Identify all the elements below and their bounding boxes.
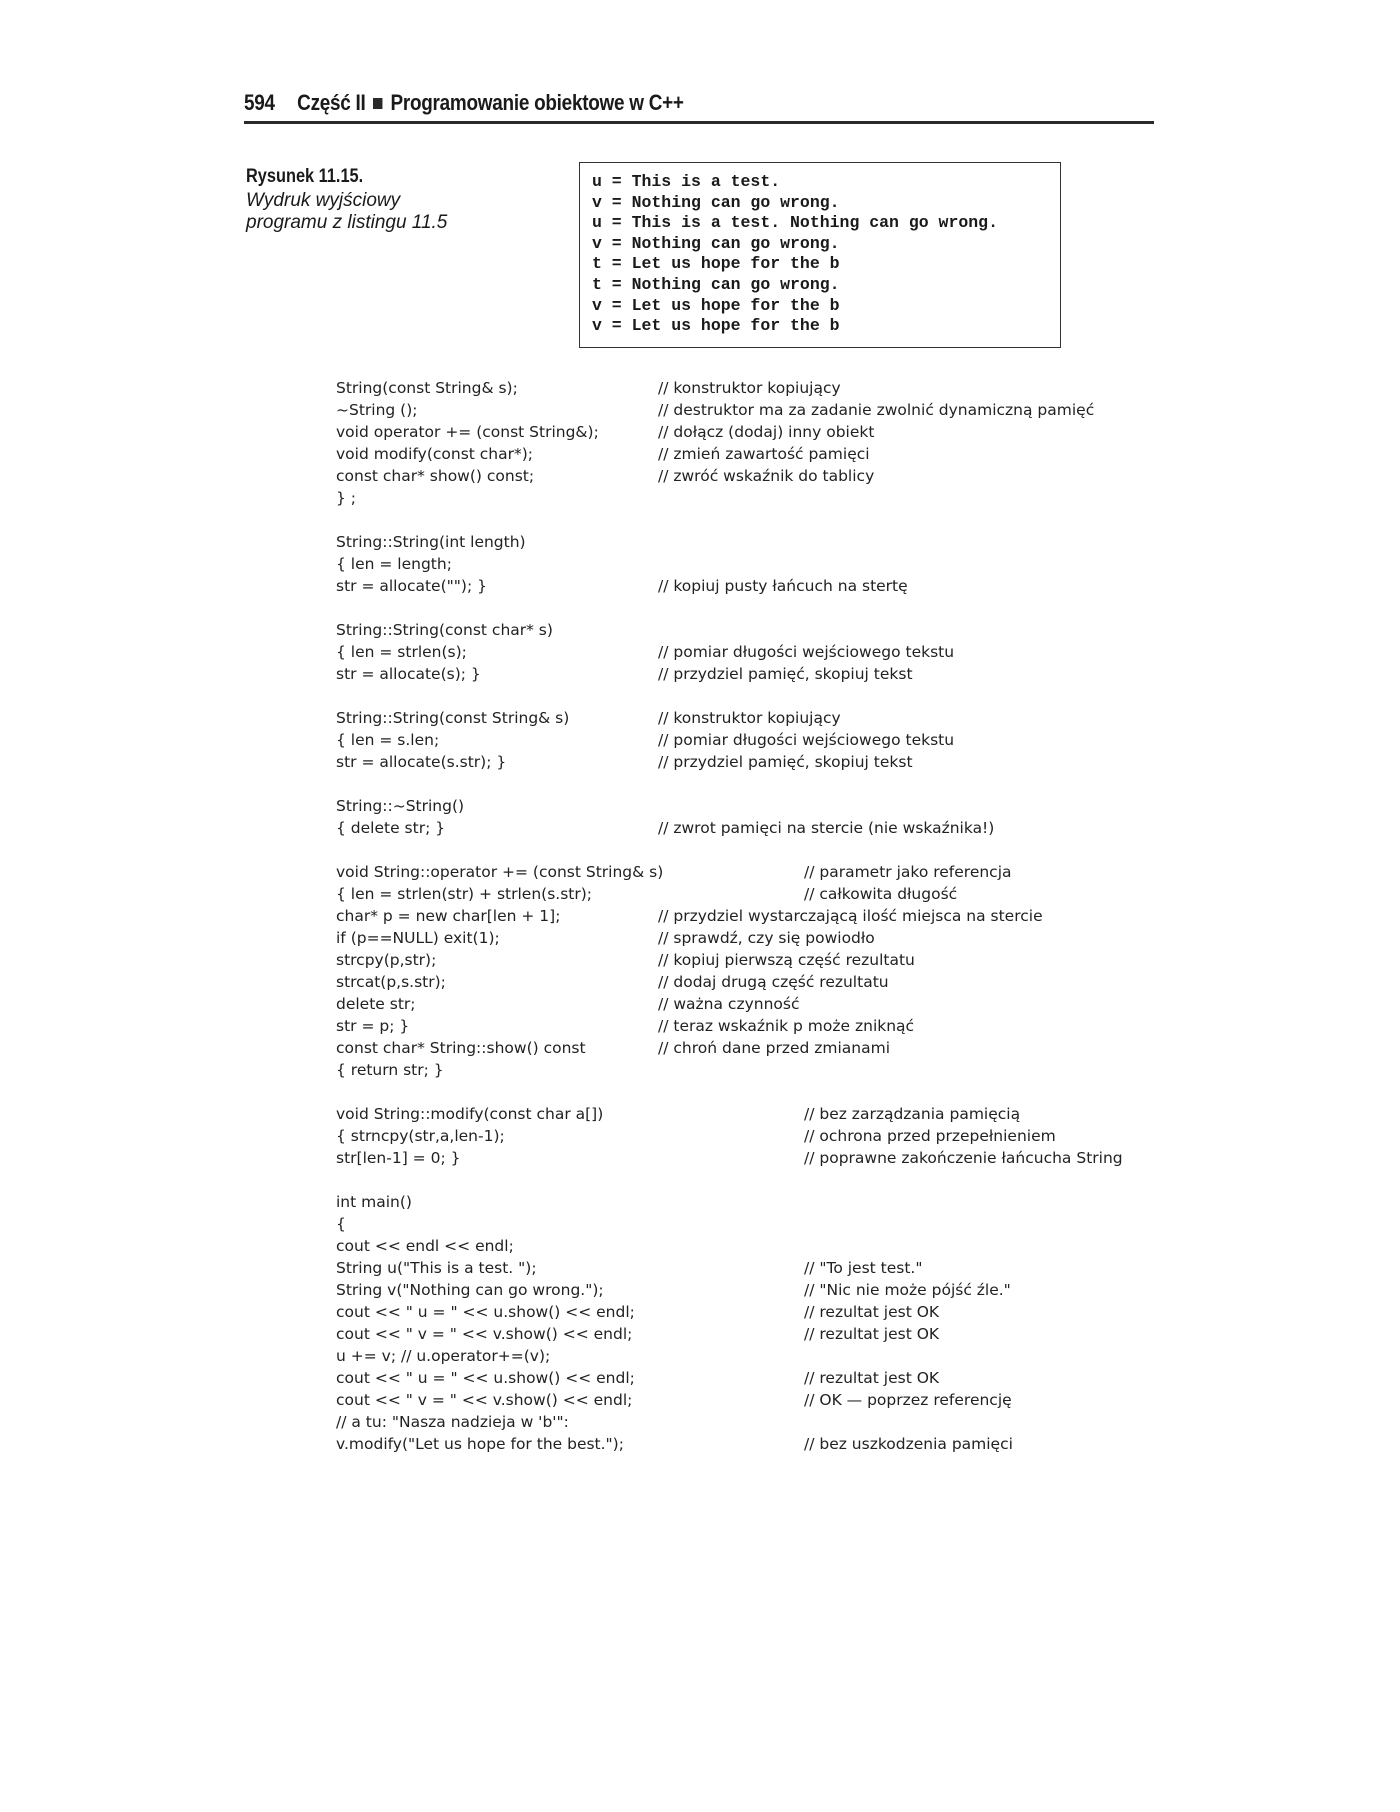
- code-line: [336, 993, 1156, 1015]
- code-text: { len = length;: [336, 555, 452, 573]
- code-comment: // konstruktor kopiujący: [658, 709, 841, 727]
- code-line: [336, 619, 1156, 641]
- code-comment: // całkowita długość: [804, 885, 958, 903]
- code-text: { strncpy(str,a,len-1);: [336, 1127, 505, 1145]
- output-line: u = This is a test. Nothing can go wrong.: [592, 213, 998, 233]
- code-comment: // destruktor ma za zadanie zwolnić dynamiczną pamięć: [658, 401, 1095, 419]
- code-text: void String::operator += (const String& s): [336, 863, 664, 881]
- code-comment: // bez uszkodzenia pamięci: [804, 1435, 1013, 1453]
- output-line: v = Let us hope for the b: [592, 316, 840, 336]
- code-comment: // kopiuj pierwszą część rezultatu: [658, 951, 915, 969]
- code-line: [336, 487, 1156, 509]
- code-text: delete str;: [336, 995, 416, 1013]
- code-text: str = p; }: [336, 1017, 410, 1035]
- code-text: { len = strlen(str) + strlen(s.str);: [336, 885, 592, 903]
- code-text: if (p==NULL) exit(1);: [336, 929, 500, 947]
- code-line: [336, 1411, 1156, 1433]
- code-text: char* p = new char[len + 1];: [336, 907, 561, 925]
- code-line: [336, 1301, 1156, 1323]
- code-text: { return str; }: [336, 1061, 444, 1079]
- code-text: str = allocate(s); }: [336, 665, 481, 683]
- code-line: [336, 861, 1156, 883]
- code-line: [336, 421, 1156, 443]
- code-line: [336, 663, 1156, 685]
- code-text: // a tu: "Nasza nadzieja w 'b'":: [336, 1413, 569, 1431]
- output-line: v = Nothing can go wrong.: [592, 192, 840, 212]
- code-comment: // sprawdź, czy się powiodło: [658, 929, 875, 947]
- code-text: cout << endl << endl;: [336, 1237, 514, 1255]
- code-line: [336, 883, 1156, 905]
- output-line: t = Nothing can go wrong.: [592, 274, 840, 294]
- code-line: [336, 1389, 1156, 1411]
- code-comment: // OK — poprzez referencję: [804, 1391, 1012, 1409]
- page-number: 594: [244, 90, 275, 115]
- blank-line: [336, 1169, 1156, 1191]
- code-comment: // rezultat jest OK: [804, 1325, 940, 1343]
- code-comment: // ochrona przed przepełnieniem: [804, 1127, 1056, 1145]
- code-text: } ;: [336, 489, 357, 507]
- code-text: String::String(int length): [336, 533, 526, 551]
- code-line: [336, 729, 1156, 751]
- code-comment: // pomiar długości wejściowego tekstu: [658, 643, 955, 661]
- code-text: cout << " u = " << u.show() << endl;: [336, 1369, 635, 1387]
- code-comment: // przydziel pamięć, skopiuj tekst: [658, 753, 913, 771]
- code-comment: // poprawne zakończenie łańcucha String: [804, 1149, 1123, 1167]
- code-listing: [336, 377, 1156, 1455]
- code-line: [336, 817, 1156, 839]
- code-text: String::String(const String& s): [336, 709, 570, 727]
- output-line: v = Nothing can go wrong.: [592, 233, 840, 253]
- code-text: const char* String::show() const: [336, 1039, 586, 1057]
- code-line: [336, 1257, 1156, 1279]
- code-comment: // bez zarządzania pamięcią: [804, 1105, 1021, 1123]
- code-comment: // zwróć wskaźnik do tablicy: [658, 467, 875, 485]
- code-line: [336, 905, 1156, 927]
- part-label: Część II: [297, 90, 366, 115]
- code-line: [336, 531, 1156, 553]
- code-text: String(const String& s);: [336, 379, 518, 397]
- code-line: [336, 795, 1156, 817]
- blank-line: [336, 509, 1156, 531]
- code-line: [336, 377, 1156, 399]
- code-comment: // zmień zawartość pamięci: [658, 445, 870, 463]
- code-line: [336, 1037, 1156, 1059]
- code-text: cout << " v = " << v.show() << endl;: [336, 1325, 633, 1343]
- code-text: str[len-1] = 0; }: [336, 1149, 461, 1167]
- code-line: [336, 707, 1156, 729]
- code-comment: // kopiuj pusty łańcuch na stertę: [658, 577, 908, 595]
- code-line: [336, 751, 1156, 773]
- code-text: strcat(p,s.str);: [336, 973, 446, 991]
- code-line: [336, 1059, 1156, 1081]
- code-text: v.modify("Let us hope for the best.");: [336, 1435, 624, 1453]
- code-text: String u("This is a test. ");: [336, 1259, 537, 1277]
- code-text: str = allocate(""); }: [336, 577, 487, 595]
- code-line: [336, 641, 1156, 663]
- code-line: [336, 949, 1156, 971]
- code-comment: // zwrot pamięci na stercie (nie wskaźnika!): [658, 819, 995, 837]
- figure-caption: [246, 164, 546, 234]
- code-text: void String::modify(const char a[]): [336, 1105, 604, 1123]
- code-text: String::String(const char* s): [336, 621, 553, 639]
- code-text: cout << " v = " << v.show() << endl;: [336, 1391, 633, 1409]
- code-comment: // ważna czynność: [658, 995, 800, 1013]
- code-text: { len = s.len;: [336, 731, 440, 749]
- code-line: [336, 1125, 1156, 1147]
- code-text: {: [336, 1215, 346, 1233]
- code-comment: // pomiar długości wejściowego tekstu: [658, 731, 955, 749]
- code-comment: // przydziel wystarczającą ilość miejsca na stercie: [658, 907, 1043, 925]
- code-text: String v("Nothing can go wrong.");: [336, 1281, 604, 1299]
- code-text: strcpy(p,str);: [336, 951, 437, 969]
- blank-line: [336, 597, 1156, 619]
- code-line: [336, 1235, 1156, 1257]
- code-line: [336, 1147, 1156, 1169]
- code-text: u += v; // u.operator+=(v);: [336, 1347, 551, 1365]
- code-comment: // dodaj drugą część rezultatu: [658, 973, 889, 991]
- code-line: [336, 443, 1156, 465]
- code-line: [336, 1323, 1156, 1345]
- code-comment: // rezultat jest OK: [804, 1303, 940, 1321]
- figure-label: Rysunek 11.15.: [246, 166, 364, 187]
- blank-line: [336, 773, 1156, 795]
- output-line: u = This is a test.: [592, 172, 781, 191]
- blank-line: [336, 839, 1156, 861]
- code-text: int main(): [336, 1193, 412, 1211]
- code-line: [336, 1213, 1156, 1235]
- output-line: t = Let us hope for the b: [592, 254, 840, 274]
- code-comment: // chroń dane przed zmianami: [658, 1039, 891, 1057]
- code-text: void modify(const char*);: [336, 445, 534, 463]
- blank-line: [336, 1081, 1156, 1103]
- code-line: [336, 1433, 1156, 1455]
- code-text: String::~String(): [336, 797, 465, 815]
- code-text: { len = strlen(s);: [336, 643, 467, 661]
- code-line: [336, 1345, 1156, 1367]
- running-head: [244, 90, 684, 116]
- blank-line: [336, 685, 1156, 707]
- output-line: v = Let us hope for the b: [592, 295, 840, 315]
- code-comment: // rezultat jest OK: [804, 1369, 940, 1387]
- code-line: [336, 465, 1156, 487]
- code-comment: // "To jest test.": [804, 1259, 923, 1277]
- chapter-title: Programowanie obiektowe w C++: [390, 90, 684, 115]
- code-line: [336, 575, 1156, 597]
- code-line: [336, 927, 1156, 949]
- code-line: [336, 1367, 1156, 1389]
- code-text: cout << " u = " << u.show() << endl;: [336, 1303, 635, 1321]
- code-line: [336, 971, 1156, 993]
- code-line: [336, 1015, 1156, 1037]
- code-comment: // "Nic nie może pójść źle.": [804, 1281, 1011, 1299]
- code-text: { delete str; }: [336, 819, 446, 837]
- code-text: const char* show() const;: [336, 467, 535, 485]
- code-text: ~String ();: [336, 401, 418, 419]
- code-line: [336, 1191, 1156, 1213]
- code-comment: // teraz wskaźnik p może zniknąć: [658, 1017, 915, 1035]
- code-text: void operator += (const String&);: [336, 423, 599, 441]
- figure-description: Wydruk wyjściowy programu z listingu 11.5: [246, 190, 448, 233]
- square-bullet-icon: [373, 98, 382, 109]
- page-header: [244, 86, 1154, 124]
- code-text: str = allocate(s.str); }: [336, 753, 507, 771]
- code-comment: // parametr jako referencja: [804, 863, 1012, 881]
- code-line: [336, 1103, 1156, 1125]
- code-comment: // konstruktor kopiujący: [658, 379, 841, 397]
- code-comment: // dołącz (dodaj) inny obiekt: [658, 423, 875, 441]
- code-line: [336, 553, 1156, 575]
- program-output-box: [579, 162, 1061, 348]
- code-line: [336, 1279, 1156, 1301]
- code-comment: // przydziel pamięć, skopiuj tekst: [658, 665, 913, 683]
- code-line: [336, 399, 1156, 421]
